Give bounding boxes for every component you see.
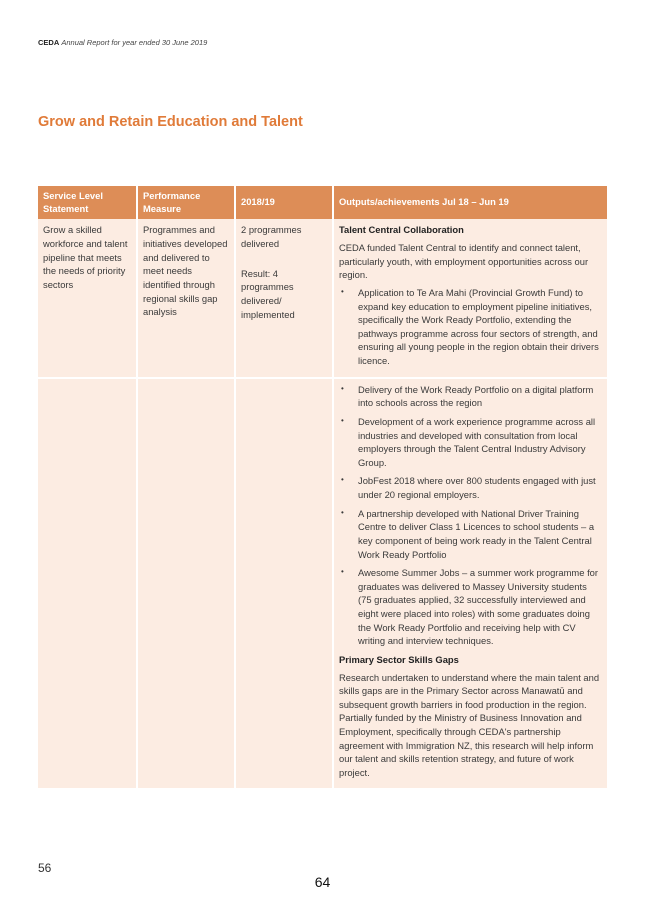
performance-measure-cell [137, 219, 235, 377]
pdf-page-number: 64 [314, 874, 331, 890]
service-level-text: Grow a skilled workforce and talent pipeline that meets the needs of priority sectors [43, 224, 128, 290]
performance-measure-text: Programmes and initiatives developed and delivered to meet needs identified through regional skills gap analysis [143, 224, 228, 318]
list-item: • Development of a work experience programme across all industries and developed with consultation from local employers through the Talent Central Industry Advisory Group. [339, 415, 602, 470]
empty-cell [137, 378, 235, 788]
table-header-row [38, 186, 607, 219]
column-header-measure: Performance Measure [137, 186, 235, 219]
service-level-cell [38, 219, 137, 377]
list-item: • JobFest 2018 where over 800 students engaged with just under 20 regional employers. [339, 474, 602, 501]
target-cell [235, 219, 333, 377]
report-header [38, 38, 207, 47]
list-item: • Delivery of the Work Ready Portfolio on a digital platform into schools across the region [339, 383, 602, 410]
achievement-bullets [339, 383, 602, 648]
column-header-year: 2018/19 [235, 186, 333, 219]
primary-sector-paragraph: Research undertaken to understand where the main talent and skills gaps are in the Primary Sector across Manawatū and subsequent growth barriers in food production in the region. Partially funded by the Ministry of Business Innovation and Employment, specifically through CEDA's partnership agreement with Immigration NZ, this research will help inform our talent and skills retention strategy, and future of work project. [339, 671, 600, 778]
talent-central-bullets [339, 286, 602, 368]
header-text: Annual Report for year ended 30 June 2019 [61, 38, 208, 47]
outputs-cell [333, 378, 607, 788]
section-title: Grow and Retain Education and Talent [38, 114, 303, 130]
outputs-cell [333, 219, 607, 377]
column-header-service: Service Level Statement [38, 186, 137, 219]
column-header-outputs: Outputs/achievements Jul 18 – Jun 19 [333, 186, 607, 219]
list-item: • A partnership developed with National Driver Training Centre to deliver Class 1 Licences to school students – a key component of being work ready in the Talent Central Work Ready Portfolio [339, 507, 602, 562]
list-item: • Awesome Summer Jobs – a summer work programme for graduates was delivered to Massey University students (75 graduates applied, 32 successfully interviewed and eight were placed into roles) with some graduates doing the Work Ready Portfolio and receiving help with CV writing and interview techniques. [339, 566, 602, 648]
talent-central-intro: CEDA funded Talent Central to identify and connect talent, particularly youth, with employment opportunities across our region. [339, 242, 589, 281]
empty-cell [235, 378, 333, 788]
page-number: 56 [38, 861, 52, 875]
service-level-table [38, 186, 607, 788]
primary-sector-heading: Primary Sector Skills Gaps [339, 653, 459, 665]
talent-central-heading: Talent Central Collaboration [339, 224, 464, 236]
list-item: • Application to Te Ara Mahi (Provincial Growth Fund) to expand key education to employment pipeline initiatives, specifically the Work Ready Portfolio, extending the pathways programme across four sectors of strength, and ensuring all young people in the region obtain their drivers licence. [339, 286, 602, 368]
header-org: CEDA [38, 38, 60, 47]
table-row [38, 378, 607, 788]
empty-cell [38, 378, 137, 788]
table-row [38, 219, 607, 377]
target-text: 2 programmes delivered [241, 224, 302, 249]
result-text: Result: 4 programmes delivered/ implemented [241, 267, 295, 320]
